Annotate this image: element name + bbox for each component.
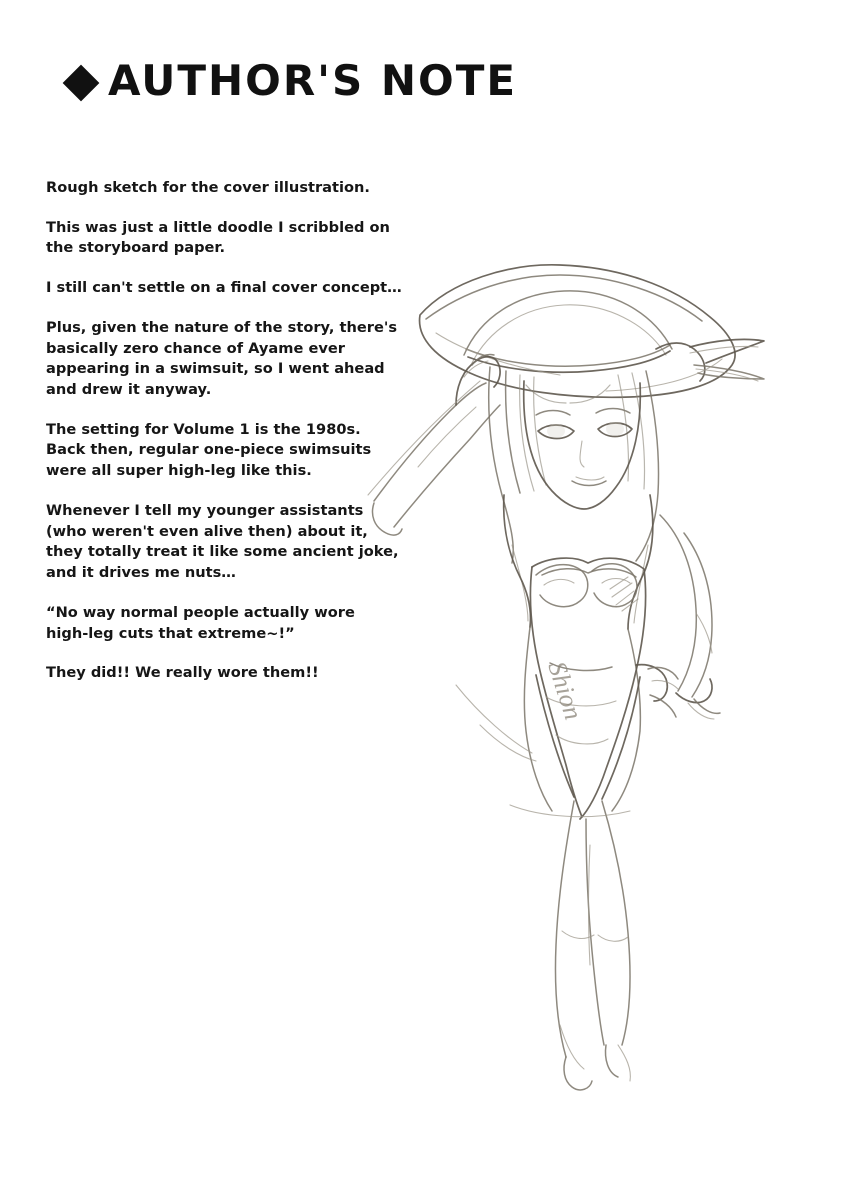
page-header <box>68 56 518 105</box>
authors-note-text <box>46 178 402 684</box>
note-paragraph: The setting for Volume 1 is the 1980s. Back then, regular one-piece swimsuits were all super high-leg like this. <box>46 420 372 480</box>
body-shape <box>504 495 678 819</box>
note-paragraph: Rough sketch for the cover illustration. <box>46 179 370 196</box>
sun-hat-shape <box>420 265 764 397</box>
note-paragraph: I still can't settle on a final cover concept… <box>46 279 402 297</box>
right-arm-shape <box>660 515 720 719</box>
pencil-sketch-girl-in-swimsuit <box>360 245 820 1105</box>
note-paragraph: Whenever I tell my younger assistants (who weren't even alive then) about it, they totally treat it like some ancient joke, and it drives me nuts… <box>46 501 399 582</box>
note-paragraph: They did!! We really wore them!! <box>46 664 319 682</box>
note-paragraph: This was just a little doodle I scribbled on the storyboard paper. <box>46 218 390 257</box>
diamond-bullet-icon <box>63 65 100 102</box>
note-paragraph: “No way normal people actually wore high-leg cuts that extreme~!” <box>46 603 355 642</box>
left-arm-shape <box>373 354 501 535</box>
hair-shape <box>489 367 659 623</box>
page-title: AUTHOR'S NOTE <box>108 56 518 105</box>
legs-shape <box>555 801 630 1090</box>
svg-text:Shion: Shion <box>542 657 589 724</box>
note-paragraph: Plus, given the nature of the story, there's basically zero chance of Ayame ever appearing in a swimsuit, so I went ahead and drew it anyway. <box>46 318 398 399</box>
construction-lines <box>368 381 630 817</box>
